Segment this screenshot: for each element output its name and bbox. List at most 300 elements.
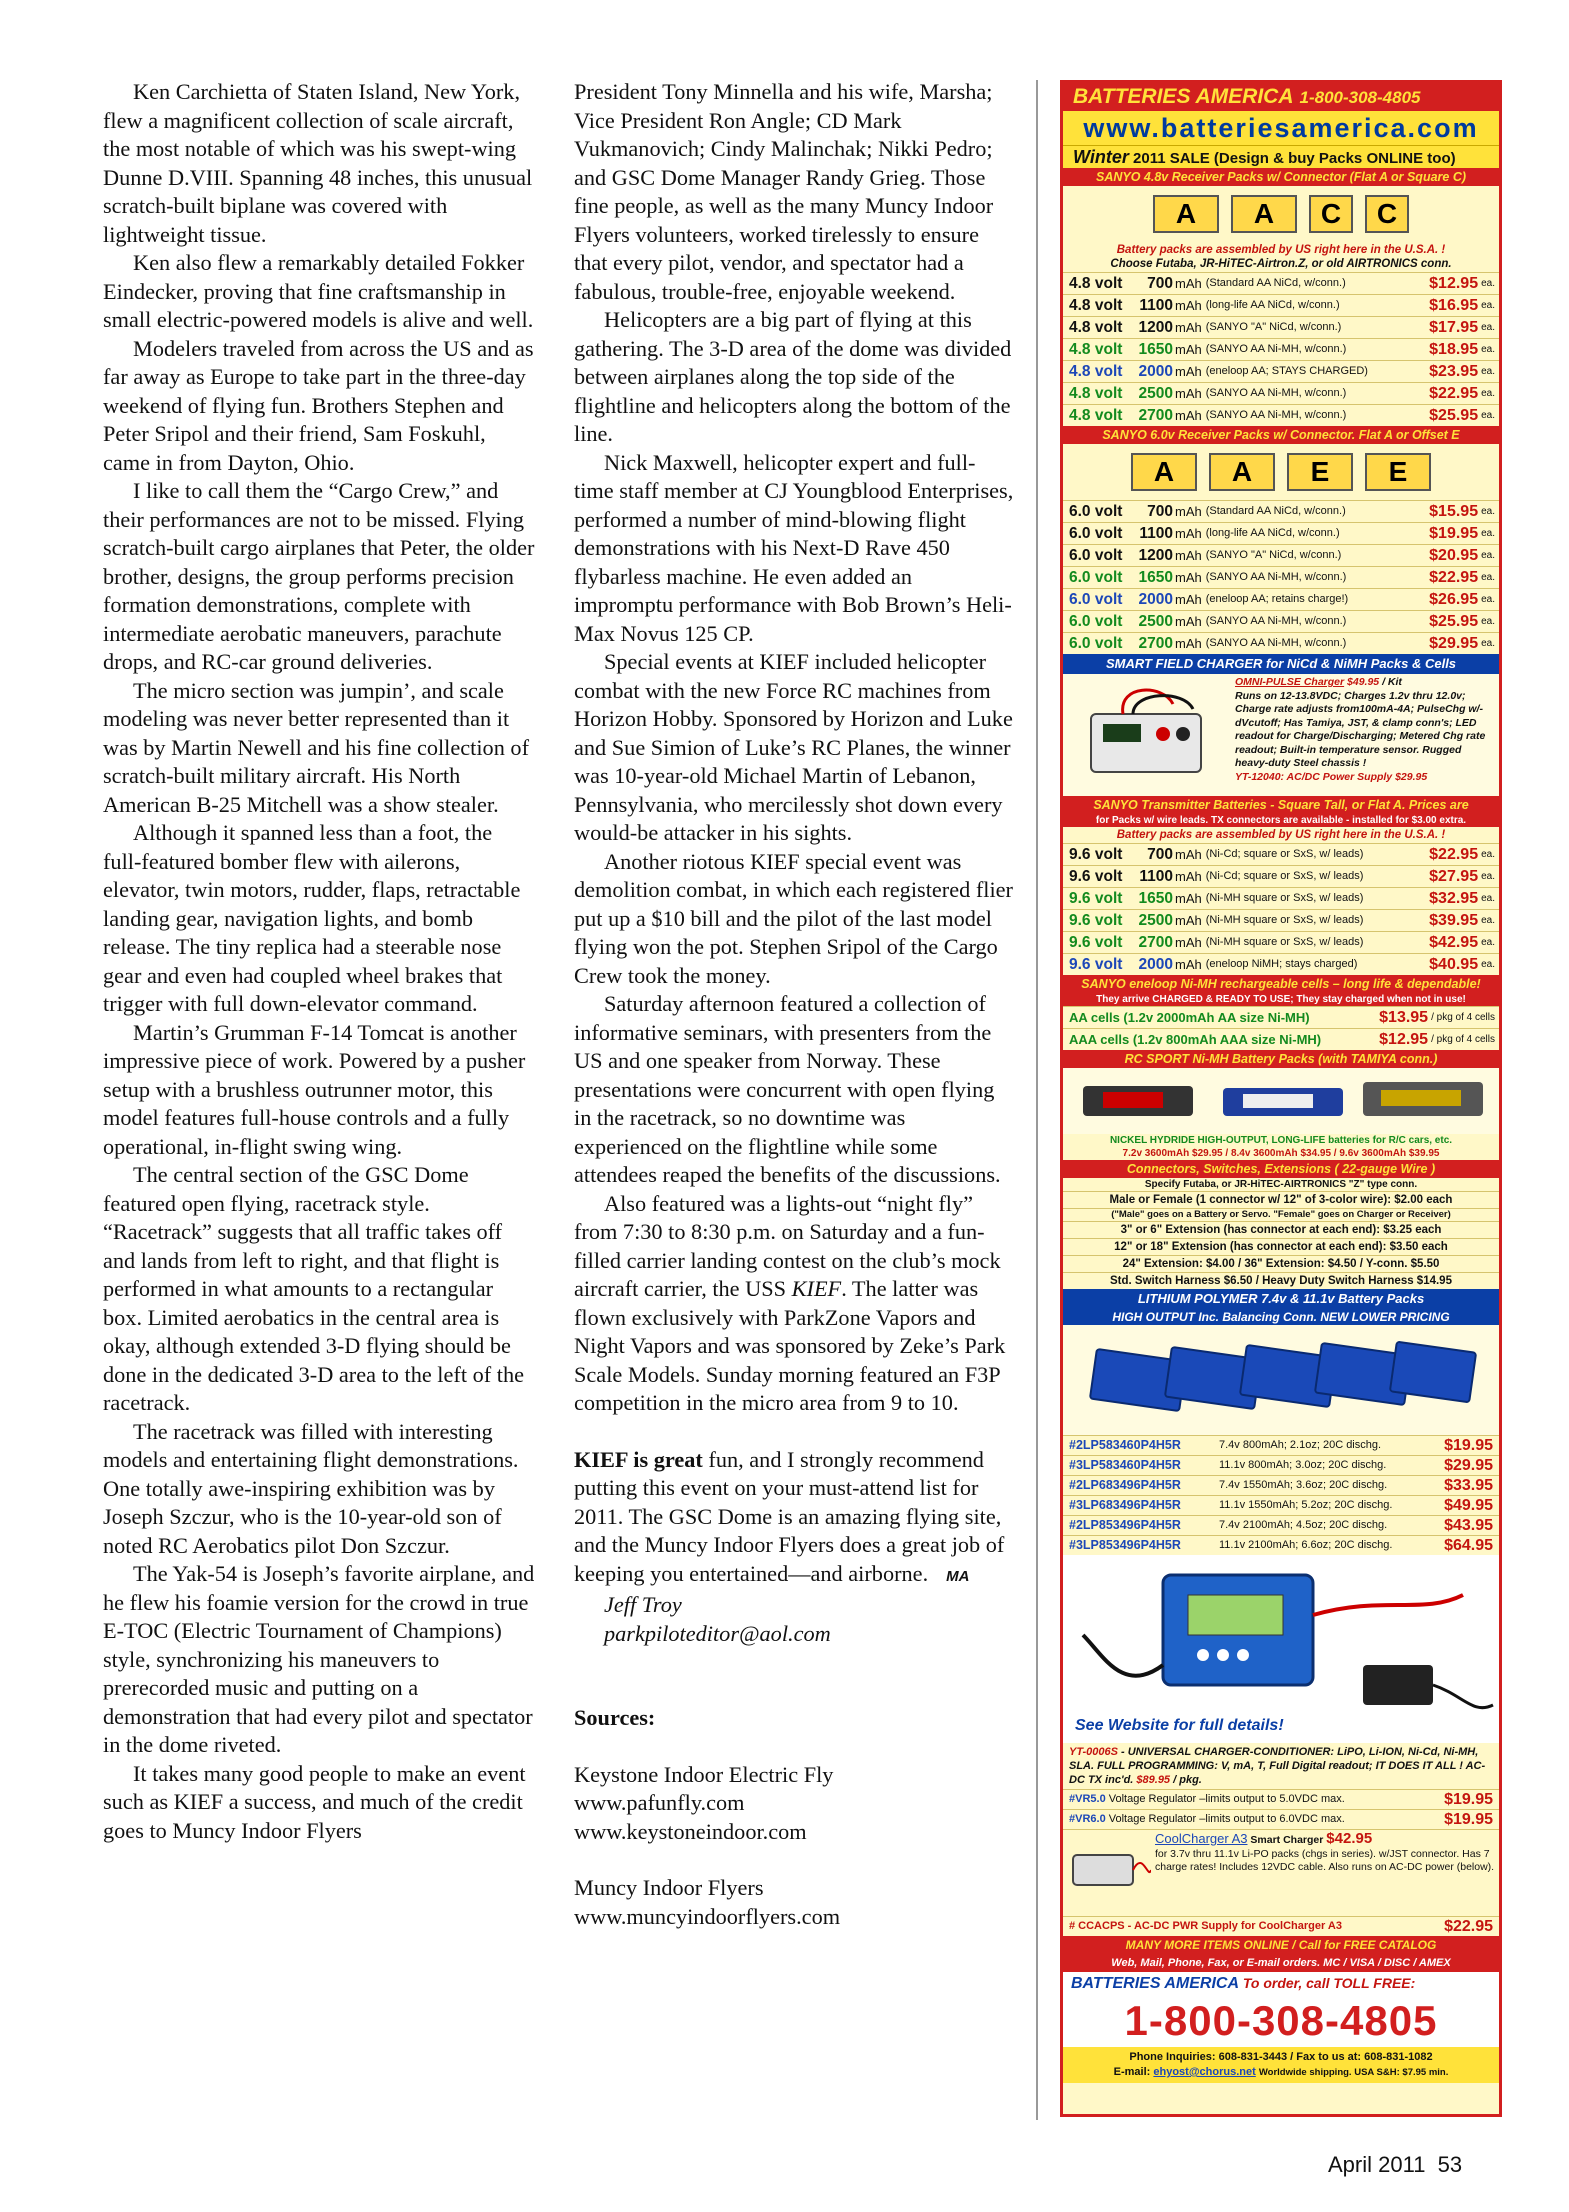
battery-cell-icon: E xyxy=(1365,453,1431,491)
battery-pack-row xyxy=(1063,338,1499,360)
shipping-note: Worldwide shipping. USA S&H: $7.95 min. xyxy=(1258,2067,1449,2078)
battery-cell-icon: A xyxy=(1209,453,1275,491)
pack-voltage: 4.8 volt xyxy=(1069,319,1123,336)
paragraph: The Yak-54 is Joseph’s favorite airplane, and he flew his foamie version for the crowd in true E-TOC (Electric Tournament of Champions) style, synchronizing his maneuvers to prerecorded music and putting on a demonstration that had every pilot and spectator in the dome riveted. xyxy=(103,1561,535,1757)
lipo-subheader: HIGH OUTPUT Inc. Balancing Conn. NEW LOWER PRICING xyxy=(1063,1309,1499,1325)
battery-cell-icon: C xyxy=(1309,195,1353,233)
lipo-spec: 7.4v 2100mAh; 4.5oz; 20C dischg. xyxy=(1219,1519,1388,1531)
battery-pack-row xyxy=(1063,404,1499,426)
regulator-part: #VR5.0 xyxy=(1069,1793,1106,1805)
regulator-row xyxy=(1063,1809,1499,1829)
rx60-header: SANYO 6.0v Receiver Packs w/ Connector. Flat A or Offset E xyxy=(1063,426,1499,444)
battery-cell-icon: A xyxy=(1131,453,1197,491)
pack-voltage: 9.6 volt xyxy=(1069,934,1123,951)
coolcharger-photo xyxy=(1063,1830,1151,1916)
paragraph: Ken Carchietta of Staten Island, New York, flew a magnificent collection of scale aircraft, the most notable of which was his swept-wing Dunne D.VIII. Spanning 48 inches, this unusual scratch-built biplane was covered with lightweight tissue. xyxy=(103,79,533,247)
pack-unit: mAh xyxy=(1175,891,1202,906)
battery-pack-row xyxy=(1063,865,1499,887)
aa-cells-pkg: / pkg of 4 cells xyxy=(1431,1012,1495,1023)
paragraph: Martin’s Grumman F-14 Tomcat is another impressive piece of work. Powered by a pusher setup with a brushless outrunner motor, this model features full-house controls and a fully operational, in-flight swing wing. xyxy=(103,1019,526,1159)
pack-unit: mAh xyxy=(1175,342,1202,357)
pack-price: $39.95 xyxy=(1429,912,1479,929)
extension-item: ("Male" goes on a Battery or Servo. "Female" goes on Charger or Receiver) xyxy=(1063,1208,1499,1221)
each-label: ea. xyxy=(1481,528,1495,539)
pack-unit: mAh xyxy=(1175,847,1202,862)
extension-item: Std. Switch Harness $6.50 / Heavy Duty Switch Harness $14.95 xyxy=(1063,1272,1499,1289)
each-label: ea. xyxy=(1481,572,1495,583)
pack-unit: mAh xyxy=(1175,298,1202,313)
lipo-spec: 11.1v 1550mAh; 5.2oz; 20C dischg. xyxy=(1219,1499,1393,1511)
aaa-cells-desc: AAA cells (1.2v 800mAh AAA size Ni-MH) xyxy=(1069,1032,1322,1047)
pack-desc: (long-life AA NiCd, w/conn.) xyxy=(1205,527,1340,539)
ad-url[interactable]: www.batteriesamerica.com xyxy=(1063,111,1499,145)
sale-season: Winter xyxy=(1073,147,1129,167)
pack-capacity: 2000 xyxy=(1138,363,1173,380)
paragraph: Special events at KIEF included helicopter combat with the new Force RC machines from Horizon Hobby. Sponsored by Horizon and Luke and Sue Simion of Luke’s RC Planes, the winner was 10-year-old Michael Martin of Lebanon, Pennsylvania, who mercilessly shot down every would-be attacker in his sights. xyxy=(574,649,1013,845)
each-label: ea. xyxy=(1481,278,1495,289)
connector-specify: Specify Futaba, or JR-HiTEC-AIRTRONICS "Z" type conn. xyxy=(1144,1179,1418,1190)
rx48-list xyxy=(1063,272,1499,426)
lipo-price: $64.95 xyxy=(1444,1537,1493,1554)
charger-price: $89.95 xyxy=(1136,1774,1171,1786)
pack-price: $42.95 xyxy=(1429,934,1479,951)
closing-lead: KIEF is great xyxy=(574,1446,703,1472)
email-label: E-mail: xyxy=(1113,2066,1151,2078)
paragraph xyxy=(574,1190,1014,1418)
pack-voltage: 4.8 volt xyxy=(1069,363,1123,380)
universal-charger-desc xyxy=(1063,1743,1499,1789)
charger-description xyxy=(1231,674,1499,796)
pack-desc: (SANYO AA Ni-MH, w/conn.) xyxy=(1205,637,1347,649)
ccacps-row xyxy=(1063,1916,1499,1936)
pack-price: $20.95 xyxy=(1429,547,1479,564)
lipo-photo xyxy=(1063,1325,1499,1435)
battery-pack-row xyxy=(1063,500,1499,522)
pack-unit: mAh xyxy=(1175,548,1202,563)
pack-desc: (SANYO AA Ni-MH, w/conn.) xyxy=(1205,409,1347,421)
pack-voltage: 6.0 volt xyxy=(1069,635,1123,652)
coolcharger xyxy=(1063,1829,1499,1916)
pack-price: $40.95 xyxy=(1429,956,1479,973)
battery-pack-row xyxy=(1063,931,1499,953)
each-label: ea. xyxy=(1481,410,1495,421)
universal-charger-photo xyxy=(1063,1555,1499,1743)
battery-pack-row xyxy=(1063,316,1499,338)
ccacps-price: $22.95 xyxy=(1444,1918,1493,1935)
each-label: ea. xyxy=(1481,638,1495,649)
pack-capacity: 2500 xyxy=(1138,912,1173,929)
battery-cell-icon: C xyxy=(1365,195,1409,233)
lipo-price: $43.95 xyxy=(1444,1517,1493,1534)
connectors-header: Connectors, Switches, Extensions ( 22-gauge Wire ) xyxy=(1063,1160,1499,1178)
source-link[interactable]: www.pafunfly.com xyxy=(574,1790,745,1815)
each-label: ea. xyxy=(1481,322,1495,333)
pack-voltage: 6.0 volt xyxy=(1069,525,1123,542)
text-run: Also featured was a lights-out “night fly” from 7:30 to 8:30 p.m. on Saturday and a fun-filled carrier landing contest on the club’s mock aircraft carrier, the USS xyxy=(574,1190,1001,1301)
pack-desc: (eneloop AA; STAYS CHARGED) xyxy=(1205,365,1368,377)
assembled-note xyxy=(1063,242,1499,272)
pack-voltage: 4.8 volt xyxy=(1069,297,1123,314)
pack-voltage: 9.6 volt xyxy=(1069,956,1123,973)
pack-unit: mAh xyxy=(1175,408,1202,423)
pack-price: $22.95 xyxy=(1429,569,1479,586)
page-number: 53 xyxy=(1437,2152,1463,2177)
pack-voltage: 6.0 volt xyxy=(1069,591,1123,608)
paragraph: Modelers traveled from across the US and as far away as Europe to take part in the three-day weekend of flying fun. Brothers Stephen and Peter Sripol and their friend, Sam Foskuhl, came in from Dayton, Ohio. xyxy=(103,335,534,475)
lipo-row xyxy=(1063,1535,1499,1555)
pack-desc: (Standard AA NiCd, w/conn.) xyxy=(1205,277,1346,289)
email-link[interactable]: ehyost@chorus.net xyxy=(1153,2066,1256,2078)
each-label: ea. xyxy=(1481,550,1495,561)
battery-pack-row xyxy=(1063,360,1499,382)
lipo-spec: 7.4v 800mAh; 2.1oz; 20C dischg. xyxy=(1219,1439,1382,1451)
closing-paragraph xyxy=(574,1446,1014,1592)
pack-price: $32.95 xyxy=(1429,890,1479,907)
sale-text: 2011 SALE (Design & buy Packs ONLINE too) xyxy=(1133,150,1456,167)
paragraph: Nick Maxwell, helicopter expert and full-time staff member at CJ Youngblood Enterprises, performed a number of mind-blowing flight demonstrations with his Next-D Rave 450 flybarless machine. He even added an impromptu performance with Bob Brown’s Heli-Max Novus 125 CP. xyxy=(574,449,1014,646)
pack-unit: mAh xyxy=(1175,320,1202,335)
eneloop-note: They arrive CHARGED & READY TO USE; They stay charged when not in use! xyxy=(1063,993,1499,1006)
paragraph: Helicopters are a big part of flying at this gathering. The 3-D area of the dome was divided between airplanes along the top side of the flightline and helicopters along the bottom of the line. xyxy=(574,307,1012,446)
assembled-line: Choose Futaba, JR-HiTEC-Airtron.Z, or old AIRTRONICS conn. xyxy=(1110,258,1452,270)
source-name: Muncy Indoor Flyers xyxy=(574,1875,764,1900)
paragraph: The racetrack was filled with interesting models and entertaining flight demonstrations. One totally awe-inspiring exhibition was by Joseph Szczur, who is the 10-year-old son of noted RC Aerobatics pilot Don Szczur. xyxy=(103,1418,519,1558)
pack-desc: (Ni-Cd; square or SxS, w/ leads) xyxy=(1205,848,1364,860)
pack-desc: (SANYO AA Ni-MH, w/conn.) xyxy=(1205,615,1347,627)
each-label: ea. xyxy=(1481,871,1495,882)
each-label: ea. xyxy=(1481,893,1495,904)
pack-capacity: 1200 xyxy=(1138,547,1173,564)
pack-capacity: 2500 xyxy=(1138,385,1173,402)
pack-desc: (SANYO "A" NiCd, w/conn.) xyxy=(1205,549,1342,561)
pack-desc: (eneloop AA; retains charge!) xyxy=(1205,593,1349,605)
lipo-row xyxy=(1063,1495,1499,1515)
ad-sale-banner xyxy=(1063,145,1499,168)
cell-shapes-48 xyxy=(1063,186,1499,242)
pack-unit: mAh xyxy=(1175,276,1202,291)
paragraph: The micro section was jumpin’, and scale modeling was never better represented than it was by Martin Newell and his fine collection of scratch-built military aircraft. His North American B-25 Mitchell was a show stealer. xyxy=(103,677,530,817)
coolcharger-price: $42.95 xyxy=(1326,1830,1373,1847)
lipo-row xyxy=(1063,1435,1499,1455)
column-divider xyxy=(1036,80,1038,2120)
issue-date: April 2011 xyxy=(1328,2152,1426,2177)
regulator-desc: Voltage Regulator –limits output to 5.0VDC max. xyxy=(1108,1793,1345,1805)
lipo-price: $33.95 xyxy=(1444,1477,1493,1494)
battery-cell-icon: A xyxy=(1231,195,1297,233)
ship-name: KIEF xyxy=(791,1276,842,1301)
each-label: ea. xyxy=(1481,959,1495,970)
cell-shapes-60 xyxy=(1063,444,1499,500)
pack-capacity: 1100 xyxy=(1139,525,1173,542)
rx48-header: SANYO 4.8v Receiver Packs w/ Connector (Flat A or Square C) xyxy=(1063,168,1499,186)
pack-desc: (Standard AA NiCd, w/conn.) xyxy=(1205,505,1346,517)
battery-pack-row xyxy=(1063,909,1499,931)
pack-price: $19.95 xyxy=(1429,525,1479,542)
pack-price: $17.95 xyxy=(1429,319,1479,336)
extension-item: 3" or 6" Extension (has connector at each end): $3.25 each xyxy=(1063,1221,1499,1238)
tx-header: SANYO Transmitter Batteries - Square Tall, or Flat A. Prices are xyxy=(1063,796,1499,814)
battery-cell-icon: A xyxy=(1153,195,1219,233)
tx-note: for Packs w/ wire leads. TX connectors are available - installed for $3.00 extra. xyxy=(1063,814,1499,827)
coolcharger-label: Smart Charger xyxy=(1250,1834,1324,1846)
charger-photo xyxy=(1063,674,1231,796)
pack-voltage: 9.6 volt xyxy=(1069,868,1123,885)
pack-price: $18.95 xyxy=(1429,341,1479,358)
order-call: To order, call TOLL FREE: xyxy=(1242,1975,1416,1991)
regulator-price: $19.95 xyxy=(1444,1791,1493,1808)
pack-unit: mAh xyxy=(1175,504,1202,519)
field-charger-header: SMART FIELD CHARGER for NiCd & NiMH Packs & Cells xyxy=(1063,654,1499,674)
lipo-list xyxy=(1063,1435,1499,1555)
pack-price: $27.95 xyxy=(1429,868,1479,885)
rx60-list xyxy=(1063,500,1499,654)
pack-capacity: 2000 xyxy=(1138,956,1173,973)
pack-unit: mAh xyxy=(1175,869,1202,884)
battery-pack-row xyxy=(1063,843,1499,865)
charger-specs: Runs on 12-13.8VDC; Charges 1.2v thru 12.0v; Charge rate adjusts from100mA-4A; PulseChg w/-dVcutoff; Has Tamiya, JST, & clamp conn's; LED readout for Charge/Discharging; Metered Chg rate readout; Built-in temperature sensor. Rugged heavy-duty Steel chassis ! xyxy=(1235,689,1486,769)
ad-brand: BATTERIES AMERICA xyxy=(1073,85,1294,108)
ad-phone-top[interactable]: 1-800-308-4805 xyxy=(1299,88,1421,107)
ma-logo: MA xyxy=(946,1567,970,1585)
regulator-desc: Voltage Regulator –limits output to 6.0VDC max. xyxy=(1108,1813,1345,1825)
pack-capacity: 1650 xyxy=(1138,890,1173,907)
lipo-price: $19.95 xyxy=(1444,1437,1493,1454)
battery-pack-row xyxy=(1063,544,1499,566)
source-name: Keystone Indoor Electric Fly xyxy=(574,1761,834,1787)
pack-voltage: 9.6 volt xyxy=(1069,890,1123,907)
battery-pack-icon xyxy=(1063,1068,1499,1134)
pack-unit: mAh xyxy=(1175,957,1202,972)
battery-pack-row xyxy=(1063,588,1499,610)
lipo-header: LITHIUM POLYMER 7.4v & 11.1v Battery Packs xyxy=(1063,1289,1499,1309)
charger-icon xyxy=(1063,1555,1499,1743)
pack-capacity: 700 xyxy=(1147,846,1173,863)
lipo-part-number: #3LP583460P4H5R xyxy=(1069,1458,1181,1472)
pack-voltage: 6.0 volt xyxy=(1069,503,1123,520)
pack-capacity: 1650 xyxy=(1138,569,1173,586)
pack-price: $26.95 xyxy=(1429,591,1479,608)
source-link[interactable]: www.keystoneindoor.com xyxy=(574,1818,807,1844)
lipo-spec: 7.4v 1550mAh; 3.6oz; 20C dischg. xyxy=(1219,1479,1388,1491)
extensions-list xyxy=(1063,1191,1499,1289)
many-items-banner: MANY MORE ITEMS ONLINE / Call for FREE CATALOG xyxy=(1063,1936,1499,1954)
pack-unit: mAh xyxy=(1175,570,1202,585)
tx-list xyxy=(1063,843,1499,975)
batteries-america-ad xyxy=(1060,80,1502,2117)
article-column-1 xyxy=(103,78,535,1845)
order-brand: BATTERIES AMERICA xyxy=(1071,1975,1239,1992)
rc-packs-photo xyxy=(1063,1068,1499,1134)
ccacps-desc: # CCACPS - AC-DC PWR Supply for CoolCharger A3 xyxy=(1069,1920,1342,1932)
pack-unit: mAh xyxy=(1175,935,1202,950)
author-email[interactable]: parkpiloteditor@aol.com xyxy=(604,1620,831,1646)
pack-capacity: 2700 xyxy=(1138,407,1173,424)
battery-pack-row xyxy=(1063,610,1499,632)
author-name: Jeff Troy xyxy=(604,1592,682,1617)
paragraph: President Tony Minnella and his wife, Marsha; Vice President Ron Angle; CD Mark Vukmanovich; Cindy Malinchak; Nikki Pedro; and GSC Dome Manager Randy Grieg. Those fine people, as well as the many Muncy Indoor Flyers volunteers, worked tirelessly to ensure that every pilot, vendor, and spectator had a fabulous, trouble-free, enjoyable weekend. xyxy=(574,79,994,304)
text-run: fun, and I strongly recommend putting this event on your must-attend list for 2011. The GSC Dome is an amazing flying site, and the Muncy Indoor Flyers does a great job of keeping you entertained—and airborne. xyxy=(574,1446,1005,1586)
pack-capacity: 2500 xyxy=(1138,613,1173,630)
each-label: ea. xyxy=(1481,344,1495,355)
pack-desc: (Ni-Cd; square or SxS, w/ leads) xyxy=(1205,870,1364,882)
regulator-price: $19.95 xyxy=(1444,1811,1493,1828)
each-label: ea. xyxy=(1481,937,1495,948)
pack-capacity: 1100 xyxy=(1139,868,1173,885)
pack-unit: mAh xyxy=(1175,364,1202,379)
battery-pack-row xyxy=(1063,887,1499,909)
pack-capacity: 700 xyxy=(1147,503,1173,520)
aa-cells-price: $13.95 xyxy=(1379,1009,1429,1026)
lipo-part-number: #3LP853496P4H5R xyxy=(1069,1538,1181,1552)
paragraph: The central section of the GSC Dome featured open flying, racetrack style. “Racetrack” suggests that all traffic takes off and lands from left to right, and that flight is performed in what amounts to a rectangular box. Limited aerobatics in the central area is okay, although extended 3-D flying should be done in the dedicated 3-D area to the left of the racetrack. xyxy=(103,1162,524,1415)
pack-desc: (SANYO AA Ni-MH, w/conn.) xyxy=(1205,571,1347,583)
lipo-row xyxy=(1063,1515,1499,1535)
pack-price: $12.95 xyxy=(1429,275,1479,292)
battery-cell-icon: E xyxy=(1287,453,1353,491)
pack-capacity: 1200 xyxy=(1138,319,1173,336)
pack-desc: (Ni-MH square or SxS, w/ leads) xyxy=(1205,914,1364,926)
page-footer xyxy=(1328,2152,1462,2178)
pack-desc: (SANYO AA Ni-MH, w/conn.) xyxy=(1205,343,1347,355)
each-label: ea. xyxy=(1481,594,1495,605)
each-label: ea. xyxy=(1481,300,1495,311)
source-link[interactable]: www.muncyindoorflyers.com xyxy=(574,1903,841,1929)
pack-voltage: 4.8 volt xyxy=(1069,275,1123,292)
see-website[interactable]: See Website for full details! xyxy=(1075,1717,1284,1734)
sources-heading: Sources: xyxy=(574,1705,656,1730)
charger-icon xyxy=(1063,674,1231,796)
battery-pack-row xyxy=(1063,566,1499,588)
pack-desc: (Ni-MH square or SxS, w/ leads) xyxy=(1205,936,1364,948)
power-supply: YT-12040: AC/DC Power Supply $29.95 xyxy=(1235,770,1428,783)
paragraph: It takes many good people to make an event such as KIEF a success, and much of the credit goes to Muncy Indoor Flyers xyxy=(103,1760,526,1843)
paragraph: Although it spanned less than a foot, the full-featured bomber flew with ailerons, elevator, twin motors, rudder, flaps, retractable landing gear, navigation lights, and bomb release. The tiny replica had a steerable nose gear and even had coupled wheel brakes that trigger with full down-elevator command. xyxy=(103,820,521,1016)
paragraph: Ken also flew a remarkably detailed Fokker Eindecker, proving that fine craftsmanship in small electric-powered models is alive and well. xyxy=(103,250,534,332)
tx-assembled: Battery packs are assembled by US right here in the U.S.A. ! xyxy=(1116,829,1446,841)
ad-brand-bar xyxy=(1063,83,1499,111)
aaa-cells-price: $12.95 xyxy=(1379,1031,1429,1048)
pack-desc: (Ni-MH square or SxS, w/ leads) xyxy=(1205,892,1364,904)
regulator-part: #VR6.0 xyxy=(1069,1813,1106,1825)
charger-specs: - UNIVERSAL CHARGER-CONDITIONER: LiPO, Li-ION, Ni-Cd, Ni-MH, SLA. FULL PROGRAMMING: V, mA, T, Full Digital readout; IT DOES IT ALL ! AC-DC TX inc'd. xyxy=(1069,1746,1486,1786)
pack-voltage: 6.0 volt xyxy=(1069,613,1123,630)
pack-unit: mAh xyxy=(1175,636,1202,651)
pack-price: $25.95 xyxy=(1429,613,1479,630)
pack-price: $23.95 xyxy=(1429,363,1479,380)
each-label: ea. xyxy=(1481,506,1495,517)
each-label: ea. xyxy=(1481,388,1495,399)
lipo-spec: 11.1v 800mAh; 3.0oz; 20C dischg. xyxy=(1219,1459,1387,1471)
lipo-part-number: #2LP683496P4H5R xyxy=(1069,1478,1181,1492)
each-label: ea. xyxy=(1481,915,1495,926)
email-line xyxy=(1063,2065,1499,2080)
pack-price: $16.95 xyxy=(1429,297,1479,314)
pack-unit: mAh xyxy=(1175,526,1202,541)
lipo-price: $49.95 xyxy=(1444,1497,1493,1514)
nickel-prices: 7.2v 3600mAh $29.95 / 8.4v 3600mAh $34.95 / 9.6v 3600mAh $39.95 xyxy=(1122,1148,1440,1159)
pack-desc: (SANYO "A" NiCd, w/conn.) xyxy=(1205,321,1342,333)
pack-price: $25.95 xyxy=(1429,407,1479,424)
order-methods: Web, Mail, Phone, Fax, or E-mail orders. MC / VISA / DISC / AMEX xyxy=(1063,1954,1499,1972)
pack-unit: mAh xyxy=(1175,913,1202,928)
each-label: ea. xyxy=(1481,366,1495,377)
aaa-cells-pkg: / pkg of 4 cells xyxy=(1431,1034,1495,1045)
coolcharger-specs: for 3.7v thru 11.1v Li-PO packs (chgs in series). w/JST connector. Has 7 charge rates! Includes 12VDC cable. Also runs on AC-DC power (below). xyxy=(1155,1847,1495,1873)
pack-capacity: 2700 xyxy=(1138,635,1173,652)
battery-pack-row xyxy=(1063,294,1499,316)
charger-price: $49.95 xyxy=(1347,676,1380,688)
pack-desc: (SANYO AA Ni-MH, w/conn.) xyxy=(1205,387,1347,399)
pack-price: $22.95 xyxy=(1429,385,1479,402)
extension-item: 12" or 18" Extension (has connector at each end): $3.50 each xyxy=(1063,1238,1499,1255)
aaa-cells-row xyxy=(1063,1028,1499,1050)
battery-pack-row xyxy=(1063,953,1499,975)
pack-voltage: 4.8 volt xyxy=(1069,341,1123,358)
article-column-2 xyxy=(574,78,1014,1931)
battery-pack-row xyxy=(1063,382,1499,404)
lipo-row xyxy=(1063,1455,1499,1475)
charger-name[interactable]: OMNI-PULSE Charger xyxy=(1235,676,1345,688)
extension-item: Male or Female (1 connector w/ 12" of 3-color wire): $2.00 each xyxy=(1063,1191,1499,1208)
battery-pack-row xyxy=(1063,632,1499,654)
lipo-part-number: #2LP853496P4H5R xyxy=(1069,1518,1181,1532)
big-phone-number[interactable]: 1-800-308-4805 xyxy=(1063,1995,1499,2047)
pack-voltage: 9.6 volt xyxy=(1069,846,1123,863)
each-label: ea. xyxy=(1481,849,1495,860)
charger-pkg: / pkg. xyxy=(1173,1774,1202,1786)
eneloop-header: SANYO eneloop Ni-MH rechargeable cells – long life & dependable! xyxy=(1063,975,1499,993)
text-run: . The latter was flown exclusively with ParkZone Vapors and Night Vapors and was sponsored by Zeke’s Park Scale Models. Sunday morning featured an F3P competition in the micro area from 9 to 10. xyxy=(574,1276,1006,1415)
assembled-line: Battery packs are assembled by US right here in the U.S.A. ! xyxy=(1116,244,1446,256)
pack-voltage: 6.0 volt xyxy=(1069,547,1123,564)
coolcharger-icon xyxy=(1063,1830,1151,1916)
battery-pack-row xyxy=(1063,272,1499,294)
paragraph: Saturday afternoon featured a collection of informative seminars, with presenters from the US and one speaker from Norway. These presentations were concurrent with open flying in the racetrack, so no downtime was experienced on the flightline while some attendees reaped the benefits of the discussions. xyxy=(574,991,1001,1187)
lipo-spec: 11.1v 2100mAh; 6.6oz; 20C dischg. xyxy=(1219,1539,1393,1551)
phone-inquiries: Phone Inquiries: 608-831-3443 / Fax to us at: 608-831-1082 xyxy=(1129,2051,1433,2063)
pack-capacity: 1650 xyxy=(1138,341,1173,358)
coolcharger-name[interactable]: CoolCharger A3 xyxy=(1155,1831,1248,1846)
pack-voltage: 4.8 volt xyxy=(1069,385,1123,402)
omni-pulse-charger xyxy=(1063,674,1499,796)
aa-cells-row xyxy=(1063,1006,1499,1028)
regulator-row xyxy=(1063,1789,1499,1809)
regulator-list xyxy=(1063,1789,1499,1829)
lipo-row xyxy=(1063,1475,1499,1495)
lipo-price: $29.95 xyxy=(1444,1457,1493,1474)
pack-voltage: 4.8 volt xyxy=(1069,407,1123,424)
pack-unit: mAh xyxy=(1175,614,1202,629)
ad-footer xyxy=(1063,2047,1499,2083)
pack-capacity: 1100 xyxy=(1139,297,1173,314)
pack-desc: (long-life AA NiCd, w/conn.) xyxy=(1205,299,1340,311)
paragraph: I like to call them the “Cargo Crew,” and their performances are not to be missed. Flying scratch-built cargo airplanes that Peter, the older brother, designs, the group performs precision formation demonstrations, complete with intermediate aerobatic maneuvers, parachute drops, and RC-car ground deliveries. xyxy=(103,478,535,674)
charger-kit: / Kit xyxy=(1382,676,1402,688)
pack-desc: (eneloop NiMH; stays charged) xyxy=(1205,958,1358,970)
pack-capacity: 2700 xyxy=(1138,934,1173,951)
extension-item: 24" Extension: $4.00 / 36" Extension: $4.50 / Y-conn. $5.50 xyxy=(1063,1255,1499,1272)
pack-price: $15.95 xyxy=(1429,503,1479,520)
pack-unit: mAh xyxy=(1175,386,1202,401)
pack-voltage: 6.0 volt xyxy=(1069,569,1123,586)
pack-capacity: 2000 xyxy=(1138,591,1173,608)
pack-price: $22.95 xyxy=(1429,846,1479,863)
pack-capacity: 700 xyxy=(1147,275,1173,292)
paragraph: Another riotous KIEF special event was demolition combat, in which each registered flier put up a $10 bill and the pilot of the last model flying won the pot. Stephen Sripol of the Cargo Crew took the money. xyxy=(574,848,1013,988)
pack-unit: mAh xyxy=(1175,592,1202,607)
coolcharger-desc xyxy=(1151,1830,1499,1916)
rc-sport-header: RC SPORT Ni-MH Battery Packs (with TAMIYA conn.) xyxy=(1063,1050,1499,1068)
